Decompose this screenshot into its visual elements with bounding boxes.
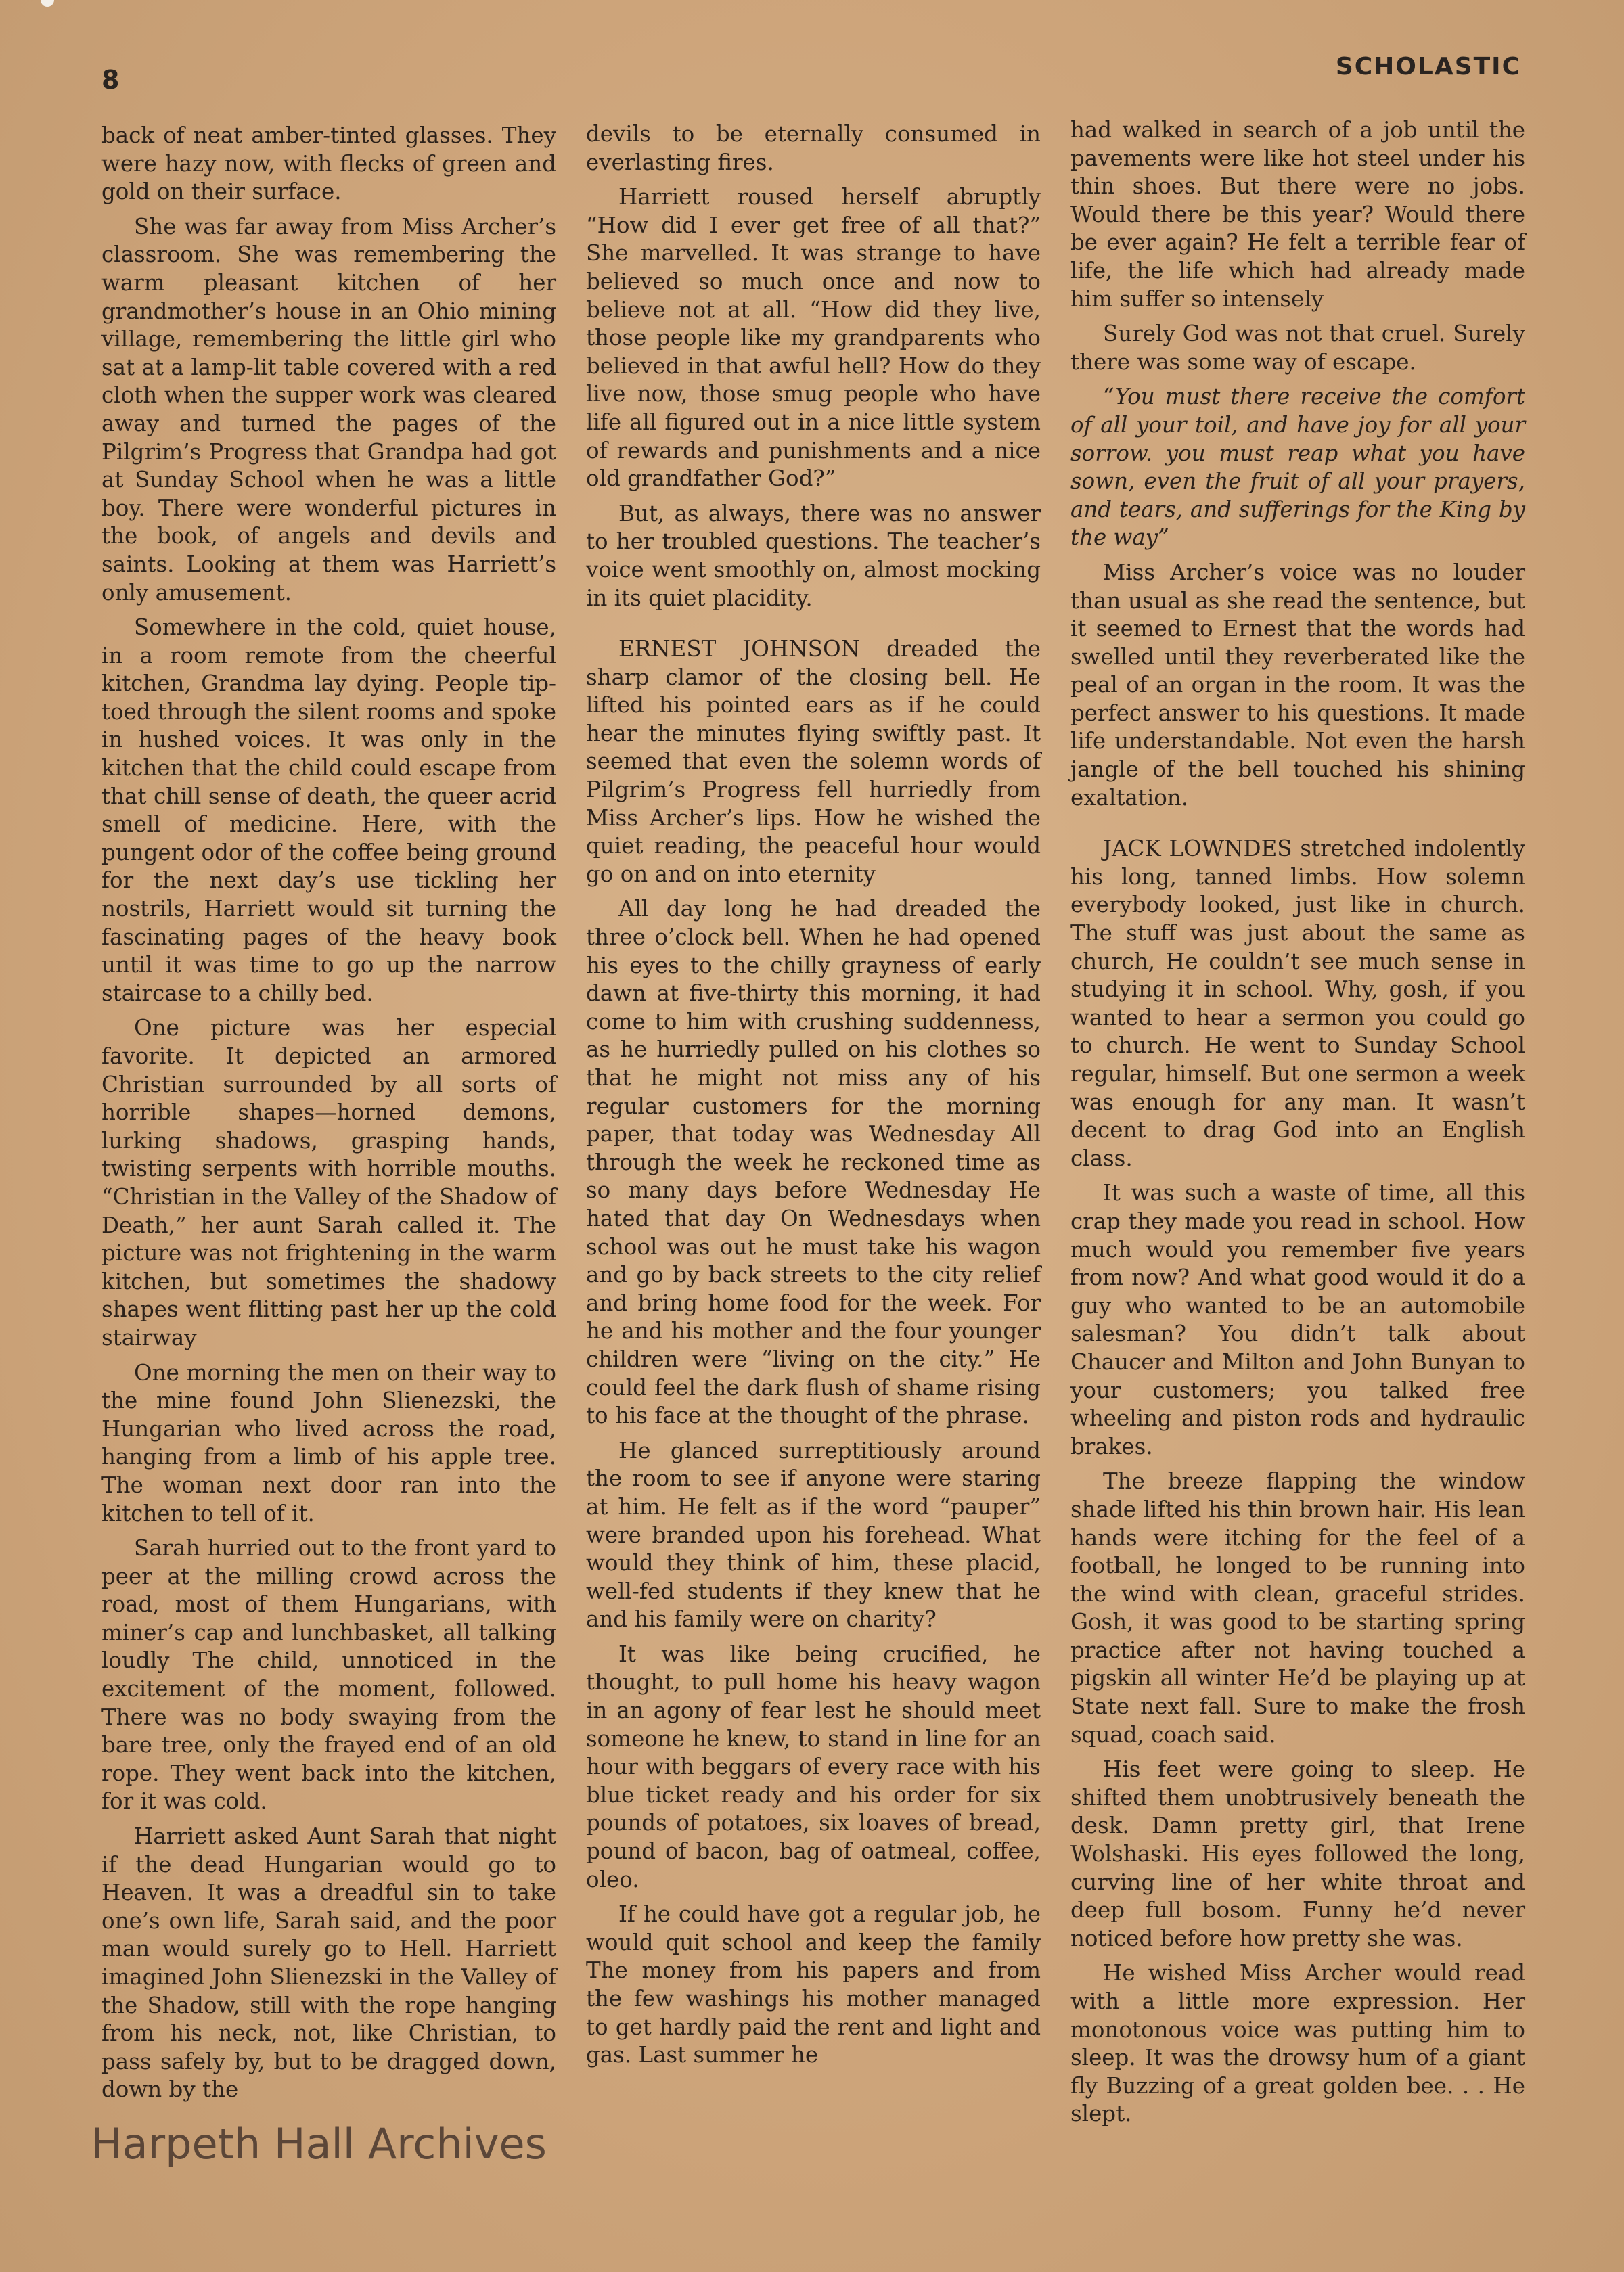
paragraph: It was like being crucified, he thought, to pull home his heavy wagon in an agony of fear lest he should meet someone he knew, to stand in line for an hour with beggars of every race with his blue ticket ready and his order for six pounds of potatoes, six loaves of bread, pound of bacon, bag of oatmeal, coffee, oleo. (586, 1641, 1041, 1892)
paragraph: Sarah hurried out to the front yard to peer at the milling crowd across the road, most of them Hungarians, with miner’s cap and lunchbasket, all talking loudly The child, unnoticed in the excitement of the moment, followed. There was no body swaying from the bare tree, only the frayed end of an old rope. They went back into the kitchen, for it was cold. (102, 1535, 556, 1815)
archive-watermark: Harpeth Hall Archives (91, 2119, 547, 2168)
text-column-1 (102, 122, 556, 2111)
paragraph: It was such a waste of time, all this crap they made you read in school. How much would you remember five years from now? And what good would it do a guy who wanted to be an automobile salesman? You didn’t talk about Chaucer and Milton and John Bunyan to your customers; you talked free wheeling and piston rods and hydraulic brakes. (1070, 1180, 1525, 1459)
paragraph: Surely God was not that cruel. Surely there was some way of escape. (1070, 321, 1525, 375)
paragraph: All day long he had dreaded the three o’clock bell. When he had opened his eyes to the chilly grayness of early dawn at five-thirty this morning, it had come to him with crushing suddenness, as he hurriedly pulled on his clothes so that he might not miss any of his regular customers for the morning paper, that today was Wednesday All through the week he reckoned time as so many days before Wednesday He hated that day On Wednesdays when school was out he must take his wagon and go by back streets to the city relief and bring home food for the week. For he and his mother and the four younger children were “living on the city.” He could feel the dark flush of shame rising to his face at the thought of the phrase. (586, 896, 1041, 1429)
page-number: 8 (102, 65, 120, 95)
paragraph: He wished Miss Archer would read with a little more expression. Her monotonous voice was putting him to sleep. It was the drowsy hum of a giant fly Buzzing of a great golden bee. . . He slept. (1070, 1960, 1525, 2127)
paragraph: “You must there receive the comfort of all your toil, and have joy for all your sorrow. you must reap what you have sown, even the fruit of all your prayers, and tears, and sufferings for the King by the way” (1070, 384, 1525, 551)
paragraph: Miss Archer’s voice was no louder than usual as she read the sentence, but it seemed to Ernest that the words had swelled until they reverberated like the peal of an organ in the room. It was the perfect answer to his questions. It made life understandable. Not even the harsh jangle of the bell touched his shining exaltation. (1070, 559, 1525, 811)
paragraph: devils to be eternally consumed in everlasting fires. (586, 121, 1041, 175)
paragraph: But, as always, there was no answer to her troubled questions. The teacher’s voice went smoothly on, almost mocking in its quiet placidity. (586, 500, 1041, 611)
paragraph: Somewhere in the cold, quiet house, in a room remote from the cheerful kitchen, Grandma lay dying. People tip-toed through the silent rooms and spoke in hushed voices. It was only in the kitchen that the child could escape from that chill sense of death, the queer acrid smell of medicine. Here, with the pungent odor of the coffee being ground for the next day’s use tickling her nostrils, Harriett would sit turning the fascinating pages of the heavy book until it was time to go up the narrow staircase to a chilly bed. (102, 614, 556, 1006)
paragraph: had walked in search of a job until the pavements were like hot steel under his thin shoes. But there were no jobs. Would there be this year? Would there be ever again? He felt a terrible fear of life, the life which had already made him suffer so intensely (1070, 117, 1525, 312)
paragraph: Harriett asked Aunt Sarah that night if the dead Hungarian would go to Heaven. It was a dreadful sin to take one’s own life, Sarah said, and the poor man would surely go to Hell. Harriett imagined John Slienezski in the Valley of the Shadow, still with the rope hanging from his neck, not, like Christian, to pass safely by, but to be dragged down, down by the (102, 1823, 556, 2103)
publication-title: SCHOLASTIC (1335, 53, 1521, 81)
paragraph: The breeze flapping the window shade lifted his thin brown hair. His lean hands were itching for the feel of a football, he longed to be running into the wind with clean, graceful strides. Gosh, it was good to be starting spring practice after not having touched a pigskin all winter He’d be playing up at State next fall. Sure to make the frosh squad, coach said. (1070, 1468, 1525, 1748)
paragraph: He glanced surreptitiously around the room to see if anyone were staring at him. He felt as if the word “pauper” were branded upon his forehead. What would they think of him, these placid, well-fed students if they knew that he and his family were on charity? (586, 1437, 1041, 1633)
paragraph: One morning the men on their way to the mine found John Slienezski, the Hungarian who lived across the road, hanging from a limb of his apple tree. The woman next door ran into the kitchen to tell of it. (102, 1359, 556, 1526)
text-column-3 (1070, 116, 1525, 2135)
punch-mark (41, 0, 54, 7)
paragraph: back of neat amber-tinted glasses. They were hazy now, with flecks of green and gold on their surface. (102, 122, 556, 205)
paragraph: Harriett roused herself abruptly “How did I ever get free of all that?” She marvelled. It was strange to have believed so much once and now to believe not at all. “How did they live, those people like my grandparents who believed in that awful hell? How do they live now, those smug people who have life all figured out in a nice little system of rewards and punishments and a nice old grandfather God?” (586, 184, 1041, 492)
text-column-2 (586, 120, 1041, 2076)
paragraph: She was far away from Miss Archer’s classroom. She was remembering the warm pleasant kitchen of her grandmother’s house in an Ohio mining village, remembering the little girl who sat at a lamp-lit table covered with a red cloth when the supper work was cleared away and turned the pages of the Pilgrim’s Progress that Grandpa had got at Sunday School when he was a little boy. There were wonderful pictures in the book, of angels and devils and saints. Looking at them was Harriett’s only amusement. (102, 213, 556, 606)
paragraph: One picture was her especial favorite. It depicted an armored Christian surrounded by all sorts of horrible shapes—horned demons, lurking shadows, grasping hands, twisting serpents with horrible mouths. “Christian in the Valley of the Shadow of Death,” her aunt Sarah called it. The picture was not frightening in the warm kitchen, but sometimes the shadowy shapes went flitting past her up the cold stairway (102, 1015, 556, 1350)
paragraph: ERNEST JOHNSON dreaded the sharp clamor of the closing bell. He lifted his pointed ears as if he could hear the minutes flying swiftly past. It seemed that even the solemn words of Pilgrim’s Progress fell hurriedly from Miss Archer’s lips. How he wished the quiet reading, the peaceful hour would go on and on into eternity (586, 636, 1041, 887)
paragraph: His feet were going to sleep. He shifted them unobtrusively beneath the desk. Damn pretty girl, that Irene Wolshaski. His eyes followed the long, curving line of her white throat and deep full bosom. Funny he’d never noticed before how pretty she was. (1070, 1756, 1525, 1951)
paragraph: JACK LOWNDES stretched indolently his long, tanned limbs. How solemn everybody looked, just like in church. The stuff was just about the same as church, He couldn’t see much sense in studying it in school. Why, gosh, if you wanted to hear a sermon you could go to church. He went to Sunday School regular, himself. But one sermon a week was enough for any man. It wasn’t decent to drag God into an English class. (1070, 836, 1525, 1171)
paragraph: If he could have got a regular job, he would quit school and keep the family The money from his papers and from the few washings his mother managed to get hardly paid the rent and light and gas. Last summer he (586, 1901, 1041, 2068)
